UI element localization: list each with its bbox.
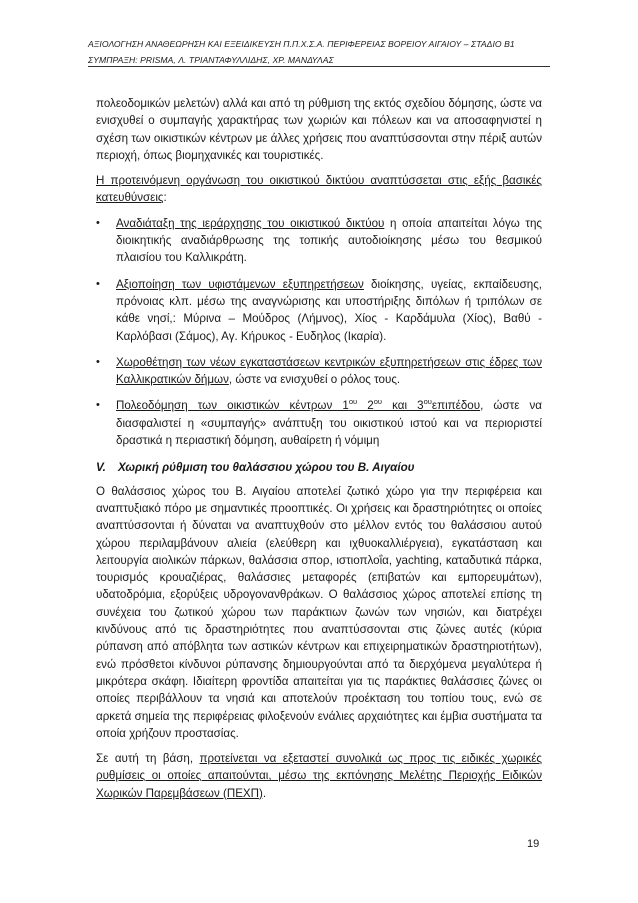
proposal-underlined: προτείνεται να εξεταστεί συνολικά ως προς τις ειδικές χωρικές ρυθμίσεις οι οποίες απαιτούνται, μέσω της εκπόνησης Μελέτης Περιοχής Ειδικών Χωρικών Παρεμβάσεων (ΠΕΧΠ): [96, 752, 542, 800]
page-body: [96, 95, 542, 810]
paragraph-marine-space: Ο θαλάσσιος χώρος του Β. Αιγαίου αποτελεί ζωτικό χώρο για την περιφέρεια και αναπτυξιακό πόρο με σημαντικές προοπτικές. Οι χρήσεις και δραστηριότητες οι οποίες αναπτύσσονται ή δύναται να αναπτυχθούν στο μέλλον εντός του θαλάσσιου αυτού χώρου περιλαμβάνουν αλιεία (ελεύθερη και ιχθυοκαλλιέργεια), εγκατάσταση και λειτουργία αιολικών πάρκων, θαλάσσια σπορ, ιστιοπλοΐα, yachting, καταδυτικά πάρκα, τουρισμός κρουαζιέρας, θαλάσσιες μεταφορές (επιβατών και εμπορευμάτων), υδατοδρόμια, εξορύξεις υδρογονανθράκων. Ο θαλάσσιος χώρος αποτελεί επίσης τη συνέχεια του ζωτικού χώρου των παράκτιων ζωνών των νησιών, και διατρέχει κινδύνους από τις δραστηριότητες που αναπτύσσονται στις ζώνες αυτές (κύρια ρύπανση από απόβλητα των αστικών κέντρων και επιχειρηματικών δραστηριοτήτων), ενώ πρόσθετοι κίνδυνοι ρύπανσης δημιουργούνται από τα διερχόμενα μεγαλύτερα ή μικρότερα σκάφη. Ιδιαίτερη φροντίδα απαιτείται για τις παράκτιες θαλάσσιες ζώνες οι οποίες περιβάλλουν τα νησιά και αποτελούν προέκταση του τοπίου τους, ενώ σε αρκετά σημεία της περιφέρειας φιλοξενούν ενάλιες αρχαιότητες και έμβια συστήματα τα οποία χρήζουν προστασίας.: [96, 484, 542, 740]
ordinal-suffix: ου: [423, 397, 432, 407]
proposal-tail: .: [262, 786, 267, 800]
paragraph-proposal: [96, 750, 542, 802]
list-item: [96, 215, 542, 267]
paragraph-intro: [96, 172, 542, 207]
list-item-underlined: [116, 399, 480, 412]
list-item: [96, 354, 542, 389]
list-item-text: διοίκησης, υγείας, εκπαίδευσης, πρόνοιας κλπ. μέσω της αναγνώρισης και υποστήριξης διπόλων ή τριπόλων σε κάθε νησί,: Μύρινα – Μούδρος (Λήμνος), Χίος - Καρδάμυλα (Χίος), Βαθύ - Καρλόβασι (Σάμος), Αγ. Κήρυκος - Ευδηλος (Ικαρία).: [116, 277, 542, 343]
section-number: V.: [96, 461, 106, 475]
ordinal-suffix: ου: [373, 397, 382, 407]
levels-text-1: Πολεοδόμηση των οικιστικών κέντρων 1: [116, 399, 349, 413]
list-item-underlined: Αξιοποίηση των υφιστάμενων εξυπηρετήσεων: [116, 277, 364, 291]
list-item-text: , ώστε να ενισχυθεί ο ρόλος τους.: [228, 373, 401, 387]
header-line-2: ΣΥΜΠΡΑΞΗ: PRISMA, Λ. ΤΡΙΑΝΤΑΦΥΛΛΙΔΗΣ, ΧΡ. ΜΑΝΔΥΛΑΣ: [88, 55, 334, 65]
intro-underlined: Η προτεινόμενη οργάνωση του οικιστικού δικτύου αναπτύσσεται στις εξής βασικές κατευθύνσεις: [96, 174, 542, 205]
header-line-1: ΑΞΙΟΛΟΓΗΣΗ ΑΝΑΘΕΩΡΗΣΗ ΚΑΙ ΕΞΕΙΔΙΚΕΥΣΗ Π.Π.Χ.Σ.Α. ΠΕΡΙΦΕΡΕΙΑΣ ΒΟΡΕΙΟΥ ΑΙΓΑΙΟΥ – ΣΤΑΔΙΟ Β1: [88, 39, 515, 49]
levels-text-3: και 3: [382, 399, 424, 413]
bullet-icon: •: [96, 399, 100, 412]
list-item-underlined: Χωροθέτηση των νέων εγκαταστάσεων κεντρικών εξυπηρετήσεων στις έδρες των Καλλικρατικών δήμων: [116, 355, 542, 387]
list-item: [96, 397, 542, 449]
page-number: 19: [527, 838, 540, 850]
proposal-lead: Σε αυτή τη βάση,: [96, 752, 200, 766]
bullet-icon: •: [96, 355, 100, 368]
intro-colon: :: [163, 191, 167, 205]
list-item-underlined: Αναδιάταξη της ιεράρχησης του οικιστικού δικτύου: [116, 216, 385, 230]
header-divider: [88, 66, 550, 67]
list-item-text: η οποία απαιτείται λόγω της διοικητικής αναδιάρθρωσης της τοπικής αυτοδιοίκησης μέσω του θεσμικού πλαισίου του Καλλικράτη.: [116, 216, 542, 265]
section-heading: [96, 459, 542, 476]
list-item: [96, 276, 542, 345]
ordinal-suffix: ου: [348, 397, 358, 407]
running-header: [88, 36, 550, 68]
list-item-text: , ώστε να διασφαλιστεί η «συμπαγής» ανάπτυξη του οικιστικού ιστού και να περιοριστεί δραστικά η περιαστική δόμηση, αυθαίρετη ή νόμιμη: [116, 399, 543, 448]
paragraph-continuation: πολεοδομικών μελετών) αλλά και από τη ρύθμιση της εκτός σχεδίου δόμησης, ώστε να ενισχυθεί ο συμπαγής χαρακτήρας των χωριών και πόλεων και να αποσαφηνιστεί η σχέση των οικιστικών κέντρων με άλλες χρήσεις που αναπτύσσονται στην πέριξ αυτών περιοχή, όπως βιομηχανικές και τουριστικές.: [96, 97, 542, 162]
levels-text-4: επιπέδου: [431, 399, 481, 413]
section-title: Χωρική ρύθμιση του θαλάσσιου χώρου του Β. Αιγαίου: [118, 461, 415, 475]
levels-text-2: 2: [357, 399, 374, 413]
directions-list: [96, 215, 542, 450]
bullet-icon: •: [96, 277, 100, 290]
bullet-icon: •: [96, 216, 100, 229]
